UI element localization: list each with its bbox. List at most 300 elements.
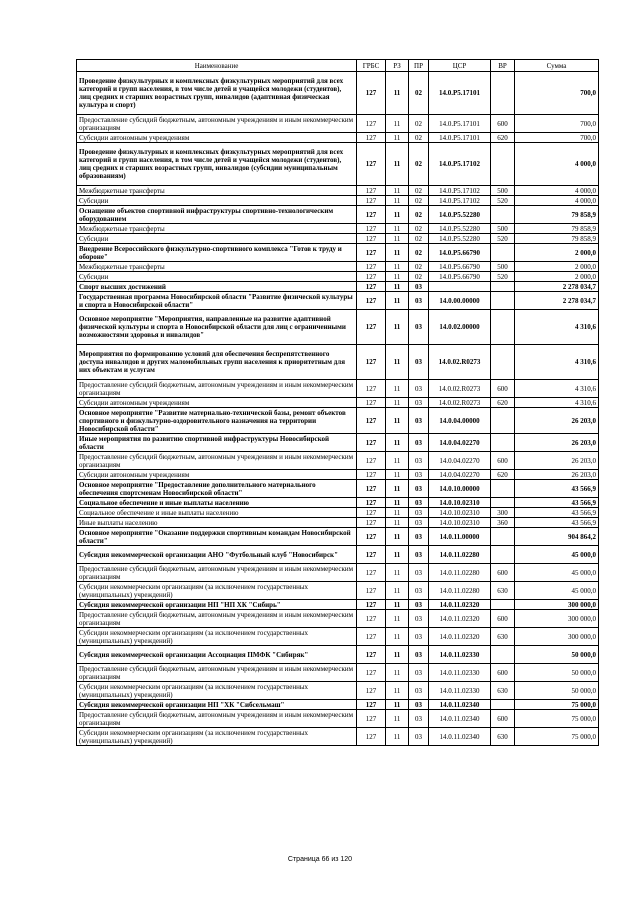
- cell-csr: 14.0.11.02280: [429, 564, 491, 582]
- table-row: [77, 452, 599, 470]
- cell-pr: 03: [409, 564, 429, 582]
- cell-csr: [429, 282, 491, 292]
- cell-csr: 14.0.02.R0273: [429, 380, 491, 398]
- cell-rz: 11: [386, 470, 409, 480]
- cell-rz: 11: [386, 646, 409, 664]
- cell-pr: 02: [409, 262, 429, 272]
- cell-rz: 11: [386, 224, 409, 234]
- cell-csr: 14.0.P5.17101: [429, 115, 491, 133]
- cell-pr: 03: [409, 682, 429, 700]
- cell-name: Межбюджетные трансферты: [77, 262, 357, 272]
- cell-rz: 11: [386, 664, 409, 682]
- cell-vr: [491, 292, 515, 310]
- table-row: [77, 600, 599, 610]
- table-row: [77, 682, 599, 700]
- cell-name: Предоставление субсидий бюджетным, автономным учреждениям и иным некоммерческим организациям: [77, 710, 357, 728]
- table-row: [77, 310, 599, 345]
- cell-pr: 02: [409, 244, 429, 262]
- cell-rz: 11: [386, 518, 409, 528]
- cell-csr: 14.0.P5.17102: [429, 186, 491, 196]
- cell-vr: 630: [491, 728, 515, 746]
- cell-pr: 02: [409, 186, 429, 196]
- cell-grbs: 127: [357, 143, 386, 186]
- cell-sum: 50 000,0: [515, 664, 599, 682]
- cell-grbs: 127: [357, 710, 386, 728]
- cell-rz: 11: [386, 206, 409, 224]
- cell-sum: 904 864,2: [515, 528, 599, 546]
- cell-name: Субсидии: [77, 234, 357, 244]
- cell-grbs: 127: [357, 292, 386, 310]
- cell-grbs: 127: [357, 480, 386, 498]
- cell-sum: 75 000,0: [515, 710, 599, 728]
- cell-vr: 600: [491, 710, 515, 728]
- cell-grbs: 127: [357, 518, 386, 528]
- table-row: [77, 528, 599, 546]
- cell-grbs: 127: [357, 628, 386, 646]
- cell-grbs: 127: [357, 345, 386, 380]
- cell-vr: 600: [491, 664, 515, 682]
- cell-rz: 11: [386, 310, 409, 345]
- cell-sum: 26 203,0: [515, 434, 599, 452]
- cell-rz: 11: [386, 272, 409, 282]
- column-header-vr: ВР: [491, 60, 515, 72]
- cell-grbs: 127: [357, 664, 386, 682]
- cell-csr: 14.0.11.02320: [429, 600, 491, 610]
- table-row: [77, 398, 599, 408]
- cell-sum: 4 000,0: [515, 196, 599, 206]
- cell-name: Основное мероприятие "Мероприятия, направленные на развитие адаптивной физической культуры и спорта в Новосибирской области для лиц с ограниченными возможностями здоровья и инвалидов": [77, 310, 357, 345]
- column-header-grbs: ГРБС: [357, 60, 386, 72]
- cell-vr: [491, 143, 515, 186]
- cell-vr: [491, 480, 515, 498]
- cell-name: Субсидии автономным учреждениям: [77, 398, 357, 408]
- cell-rz: 11: [386, 582, 409, 600]
- cell-vr: 630: [491, 628, 515, 646]
- cell-name: Внедрение Всероссийского физкультурно-спортивного комплекса "Готов к труду и обороне": [77, 244, 357, 262]
- cell-vr: [491, 345, 515, 380]
- cell-rz: 11: [386, 700, 409, 710]
- cell-grbs: 127: [357, 408, 386, 434]
- cell-sum: 4 310,6: [515, 310, 599, 345]
- cell-csr: 14.0.P5.17101: [429, 72, 491, 115]
- cell-name: Субсидия некоммерческой организации Ассоциация ПМФК "Сибиряк": [77, 646, 357, 664]
- cell-name: Основное мероприятие "Оказание поддержки спортивным командам Новосибирской области": [77, 528, 357, 546]
- table-row: [77, 186, 599, 196]
- cell-rz: 11: [386, 434, 409, 452]
- cell-pr: 03: [409, 292, 429, 310]
- cell-vr: 600: [491, 452, 515, 470]
- page-number: Страница 66 из 120: [287, 856, 353, 863]
- cell-rz: 11: [386, 600, 409, 610]
- cell-name: Предоставление субсидий бюджетным, автономным учреждениям и иным некоммерческим организациям: [77, 564, 357, 582]
- cell-sum: 4 310,6: [515, 345, 599, 380]
- cell-vr: 520: [491, 272, 515, 282]
- cell-grbs: 127: [357, 380, 386, 398]
- cell-csr: 14.0.11.02280: [429, 582, 491, 600]
- cell-rz: 11: [386, 115, 409, 133]
- cell-name: Иные выплаты населению: [77, 518, 357, 528]
- cell-rz: 11: [386, 452, 409, 470]
- cell-rz: 11: [386, 244, 409, 262]
- cell-name: Субсидии: [77, 272, 357, 282]
- table-row: [77, 610, 599, 628]
- cell-vr: [491, 528, 515, 546]
- table-row: [77, 564, 599, 582]
- cell-vr: [491, 434, 515, 452]
- cell-name: Предоставление субсидий бюджетным, автономным учреждениям и иным некоммерческим организациям: [77, 115, 357, 133]
- table-header-row: [77, 60, 599, 72]
- cell-rz: 11: [386, 480, 409, 498]
- cell-rz: 11: [386, 610, 409, 628]
- cell-grbs: 127: [357, 508, 386, 518]
- cell-name: Оснащение объектов спортивной инфраструктуры спортивно-технологическим оборудованием: [77, 206, 357, 224]
- cell-sum: 2 000,0: [515, 262, 599, 272]
- column-header-pr: ПР: [409, 60, 429, 72]
- cell-name: Субсидии некоммерческим организациям (за исключением государственных (муниципальных) учреждений): [77, 728, 357, 746]
- cell-pr: 03: [409, 434, 429, 452]
- cell-grbs: 127: [357, 728, 386, 746]
- cell-csr: 14.0.02.R0273: [429, 398, 491, 408]
- cell-sum: 4 310,6: [515, 380, 599, 398]
- cell-pr: 02: [409, 143, 429, 186]
- cell-pr: 03: [409, 582, 429, 600]
- cell-vr: 500: [491, 224, 515, 234]
- cell-rz: 11: [386, 408, 409, 434]
- cell-pr: 02: [409, 115, 429, 133]
- cell-vr: 500: [491, 186, 515, 196]
- cell-vr: [491, 546, 515, 564]
- cell-csr: 14.0.P5.52280: [429, 234, 491, 244]
- cell-sum: 26 203,0: [515, 452, 599, 470]
- cell-name: Предоставление субсидий бюджетным, автономным учреждениям и иным некоммерческим организациям: [77, 380, 357, 398]
- cell-pr: 03: [409, 470, 429, 480]
- cell-csr: 14.0.P5.52280: [429, 224, 491, 234]
- cell-rz: 11: [386, 133, 409, 143]
- cell-pr: 03: [409, 700, 429, 710]
- cell-rz: 11: [386, 380, 409, 398]
- cell-sum: 43 566,9: [515, 498, 599, 508]
- cell-name: Государственная программа Новосибирской области "Развитие физической культуры и спорта в Новосибирской области": [77, 292, 357, 310]
- cell-pr: 03: [409, 345, 429, 380]
- table-row: [77, 262, 599, 272]
- cell-rz: 11: [386, 564, 409, 582]
- cell-csr: 14.0.10.00000: [429, 480, 491, 498]
- cell-vr: [491, 498, 515, 508]
- cell-vr: 300: [491, 508, 515, 518]
- table-row: [77, 224, 599, 234]
- cell-csr: 14.0.11.02340: [429, 728, 491, 746]
- cell-sum: 300 000,0: [515, 600, 599, 610]
- cell-name: Субсидии автономным учреждениям: [77, 133, 357, 143]
- table-row: [77, 646, 599, 664]
- cell-sum: 2 000,0: [515, 244, 599, 262]
- table-row: [77, 728, 599, 746]
- cell-name: Субсидии автономным учреждениям: [77, 470, 357, 480]
- cell-csr: 14.0.11.02330: [429, 646, 491, 664]
- cell-sum: 4 310,6: [515, 398, 599, 408]
- cell-sum: 43 566,9: [515, 480, 599, 498]
- cell-pr: 02: [409, 234, 429, 244]
- cell-csr: 14.0.04.02270: [429, 434, 491, 452]
- cell-grbs: 127: [357, 582, 386, 600]
- cell-csr: 14.0.10.02310: [429, 498, 491, 508]
- table-row: [77, 234, 599, 244]
- cell-csr: 14.0.11.02320: [429, 610, 491, 628]
- cell-sum: 79 858,9: [515, 224, 599, 234]
- cell-pr: 02: [409, 224, 429, 234]
- cell-grbs: 127: [357, 498, 386, 508]
- cell-csr: 14.0.P5.66790: [429, 262, 491, 272]
- cell-rz: 11: [386, 710, 409, 728]
- cell-vr: [491, 310, 515, 345]
- column-header-rz: РЗ: [386, 60, 409, 72]
- cell-sum: 4 000,0: [515, 186, 599, 196]
- cell-grbs: 127: [357, 262, 386, 272]
- cell-name: Субсидия некоммерческой организации НП "НП ХК "Сибирь": [77, 600, 357, 610]
- cell-sum: 700,0: [515, 115, 599, 133]
- cell-csr: 14.0.P5.17101: [429, 133, 491, 143]
- cell-name: Субсидии некоммерческим организациям (за исключением государственных (муниципальных) учреждений): [77, 628, 357, 646]
- cell-sum: 50 000,0: [515, 682, 599, 700]
- cell-pr: 03: [409, 528, 429, 546]
- cell-name: Спорт высших достижений: [77, 282, 357, 292]
- cell-name: Социальное обеспечение и иные выплаты населению: [77, 498, 357, 508]
- cell-grbs: 127: [357, 546, 386, 564]
- cell-grbs: 127: [357, 282, 386, 292]
- cell-pr: 03: [409, 282, 429, 292]
- cell-csr: 14.0.P5.17102: [429, 143, 491, 186]
- cell-sum: 4 000,0: [515, 143, 599, 186]
- cell-grbs: 127: [357, 398, 386, 408]
- table-body: [77, 72, 599, 746]
- cell-pr: 03: [409, 408, 429, 434]
- table-row: [77, 434, 599, 452]
- cell-rz: 11: [386, 628, 409, 646]
- cell-vr: [491, 206, 515, 224]
- cell-name: Субсидии: [77, 196, 357, 206]
- cell-pr: 02: [409, 196, 429, 206]
- cell-rz: 11: [386, 282, 409, 292]
- cell-grbs: 127: [357, 310, 386, 345]
- table-row: [77, 480, 599, 498]
- column-header-sum: Сумма: [515, 60, 599, 72]
- cell-grbs: 127: [357, 682, 386, 700]
- cell-grbs: 127: [357, 72, 386, 115]
- cell-csr: 14.0.11.00000: [429, 528, 491, 546]
- cell-pr: 02: [409, 133, 429, 143]
- cell-vr: 620: [491, 398, 515, 408]
- cell-vr: 500: [491, 262, 515, 272]
- cell-csr: 14.0.11.02330: [429, 682, 491, 700]
- table-row: [77, 508, 599, 518]
- cell-sum: 2 278 034,7: [515, 292, 599, 310]
- cell-rz: 11: [386, 546, 409, 564]
- cell-grbs: 127: [357, 244, 386, 262]
- cell-vr: 600: [491, 380, 515, 398]
- cell-vr: 520: [491, 234, 515, 244]
- cell-name: Предоставление субсидий бюджетным, автономным учреждениям и иным некоммерческим организациям: [77, 452, 357, 470]
- cell-name: Основное мероприятие "Предоставление дополнительного материального обеспечения спортсменам Новосибирской области": [77, 480, 357, 498]
- table-row: [77, 408, 599, 434]
- cell-sum: 300 000,0: [515, 628, 599, 646]
- cell-rz: 11: [386, 682, 409, 700]
- cell-name: Субсидии некоммерческим организациям (за исключением государственных (муниципальных) учреждений): [77, 582, 357, 600]
- cell-rz: 11: [386, 498, 409, 508]
- cell-name: Иные мероприятия по развитию спортивной инфраструктуры Новосибирской области: [77, 434, 357, 452]
- cell-name: Мероприятия по формированию условий для обеспечения беспрепятственного доступа инвалидов и других маломобильных групп населения к приоритетным для них объектам и услугам: [77, 345, 357, 380]
- column-header-name: Наименование: [77, 60, 357, 72]
- cell-pr: 03: [409, 728, 429, 746]
- cell-csr: 14.0.04.02270: [429, 452, 491, 470]
- cell-pr: 03: [409, 498, 429, 508]
- table-row: [77, 345, 599, 380]
- cell-pr: 03: [409, 508, 429, 518]
- table-row: [77, 282, 599, 292]
- cell-rz: 11: [386, 398, 409, 408]
- cell-pr: 03: [409, 380, 429, 398]
- cell-vr: [491, 72, 515, 115]
- cell-vr: 620: [491, 133, 515, 143]
- cell-vr: 630: [491, 682, 515, 700]
- table-row: [77, 470, 599, 480]
- table-row: [77, 498, 599, 508]
- table-row: [77, 133, 599, 143]
- cell-vr: [491, 244, 515, 262]
- table-row: [77, 292, 599, 310]
- table-row: [77, 206, 599, 224]
- cell-rz: 11: [386, 345, 409, 380]
- cell-vr: 630: [491, 582, 515, 600]
- cell-pr: 03: [409, 646, 429, 664]
- cell-vr: 520: [491, 196, 515, 206]
- table-row: [77, 143, 599, 186]
- cell-sum: 2 000,0: [515, 272, 599, 282]
- cell-name: Субсидия некоммерческой организации НП "ХК "Сибсельмаш": [77, 700, 357, 710]
- cell-name: Межбюджетные трансферты: [77, 224, 357, 234]
- cell-sum: 26 203,0: [515, 470, 599, 480]
- cell-name: Проведение физкультурных и комплексных физкультурных мероприятий для всех категорий и групп населения, в том числе детей и учащейся молодежи (студентов), лиц средних и старших возрастных групп, инвалидов (субсидии муниципальным образованиям): [77, 143, 357, 186]
- cell-sum: 45 000,0: [515, 546, 599, 564]
- cell-grbs: 127: [357, 600, 386, 610]
- cell-grbs: 127: [357, 434, 386, 452]
- cell-pr: 02: [409, 72, 429, 115]
- cell-csr: 14.0.P5.66790: [429, 272, 491, 282]
- cell-grbs: 127: [357, 470, 386, 480]
- cell-vr: 600: [491, 115, 515, 133]
- cell-name: Субсидии некоммерческим организациям (за исключением государственных (муниципальных) учреждений): [77, 682, 357, 700]
- table-row: [77, 700, 599, 710]
- cell-sum: 300 000,0: [515, 610, 599, 628]
- cell-rz: 11: [386, 262, 409, 272]
- cell-name: Социальное обеспечение и иные выплаты населению: [77, 508, 357, 518]
- cell-rz: 11: [386, 143, 409, 186]
- budget-table: [76, 59, 599, 746]
- cell-pr: 03: [409, 452, 429, 470]
- cell-name: Межбюджетные трансферты: [77, 186, 357, 196]
- cell-name: Субсидия некоммерческой организации АНО "Футбольный клуб "Новосибирск": [77, 546, 357, 564]
- cell-pr: 03: [409, 480, 429, 498]
- cell-grbs: 127: [357, 234, 386, 244]
- cell-vr: [491, 646, 515, 664]
- column-header-csr: ЦСР: [429, 60, 491, 72]
- table-row: [77, 272, 599, 282]
- cell-grbs: 127: [357, 206, 386, 224]
- cell-pr: 03: [409, 398, 429, 408]
- table-row: [77, 546, 599, 564]
- cell-grbs: 127: [357, 196, 386, 206]
- cell-grbs: 127: [357, 452, 386, 470]
- cell-grbs: 127: [357, 528, 386, 546]
- cell-pr: 03: [409, 546, 429, 564]
- cell-vr: 620: [491, 470, 515, 480]
- cell-rz: 11: [386, 196, 409, 206]
- cell-rz: 11: [386, 72, 409, 115]
- cell-sum: 79 858,9: [515, 206, 599, 224]
- cell-sum: 700,0: [515, 133, 599, 143]
- cell-grbs: 127: [357, 272, 386, 282]
- cell-pr: 02: [409, 272, 429, 282]
- cell-name: Проведение физкультурных и комплексных физкультурных мероприятий для всех категорий и групп населения, в том числе детей и учащейся молодежи (студентов), лиц средних и старших возрастных групп, инвалидов (адаптивная физическая культура и спорт): [77, 72, 357, 115]
- cell-csr: 14.0.04.02270: [429, 470, 491, 480]
- cell-rz: 11: [386, 234, 409, 244]
- cell-rz: 11: [386, 508, 409, 518]
- table-row: [77, 582, 599, 600]
- cell-pr: 03: [409, 518, 429, 528]
- cell-vr: [491, 700, 515, 710]
- cell-rz: 11: [386, 728, 409, 746]
- cell-csr: 14.0.02.00000: [429, 310, 491, 345]
- cell-grbs: 127: [357, 224, 386, 234]
- cell-csr: 14.0.02.R0273: [429, 345, 491, 380]
- cell-csr: 14.0.11.02340: [429, 700, 491, 710]
- cell-sum: 26 203,0: [515, 408, 599, 434]
- cell-vr: 600: [491, 564, 515, 582]
- cell-vr: [491, 408, 515, 434]
- cell-csr: 14.0.10.02310: [429, 508, 491, 518]
- cell-rz: 11: [386, 186, 409, 196]
- cell-vr: [491, 282, 515, 292]
- cell-vr: 360: [491, 518, 515, 528]
- cell-name: Предоставление субсидий бюджетным, автономным учреждениям и иным некоммерческим организациям: [77, 664, 357, 682]
- table-row: [77, 518, 599, 528]
- cell-rz: 11: [386, 528, 409, 546]
- table-row: [77, 196, 599, 206]
- cell-grbs: 127: [357, 646, 386, 664]
- cell-vr: [491, 600, 515, 610]
- cell-pr: 02: [409, 206, 429, 224]
- cell-pr: 03: [409, 664, 429, 682]
- cell-csr: 14.0.11.02320: [429, 628, 491, 646]
- table-row: [77, 380, 599, 398]
- cell-grbs: 127: [357, 610, 386, 628]
- table-row: [77, 115, 599, 133]
- cell-name: Основное мероприятие "Развитие материально-технической базы, ремонт объектов спортивного и физкультурно-оздоровительного назначения на территории Новосибирской области": [77, 408, 357, 434]
- cell-pr: 03: [409, 310, 429, 345]
- cell-grbs: 127: [357, 700, 386, 710]
- cell-sum: 75 000,0: [515, 700, 599, 710]
- cell-sum: 700,0: [515, 72, 599, 115]
- table-row: [77, 244, 599, 262]
- cell-csr: 14.0.P5.17102: [429, 196, 491, 206]
- cell-csr: 14.0.P5.66790: [429, 244, 491, 262]
- cell-sum: 45 000,0: [515, 582, 599, 600]
- cell-pr: 03: [409, 710, 429, 728]
- table-row: [77, 664, 599, 682]
- cell-csr: 14.0.P5.52280: [429, 206, 491, 224]
- table-row: [77, 72, 599, 115]
- cell-sum: 50 000,0: [515, 646, 599, 664]
- cell-csr: 14.0.10.02310: [429, 518, 491, 528]
